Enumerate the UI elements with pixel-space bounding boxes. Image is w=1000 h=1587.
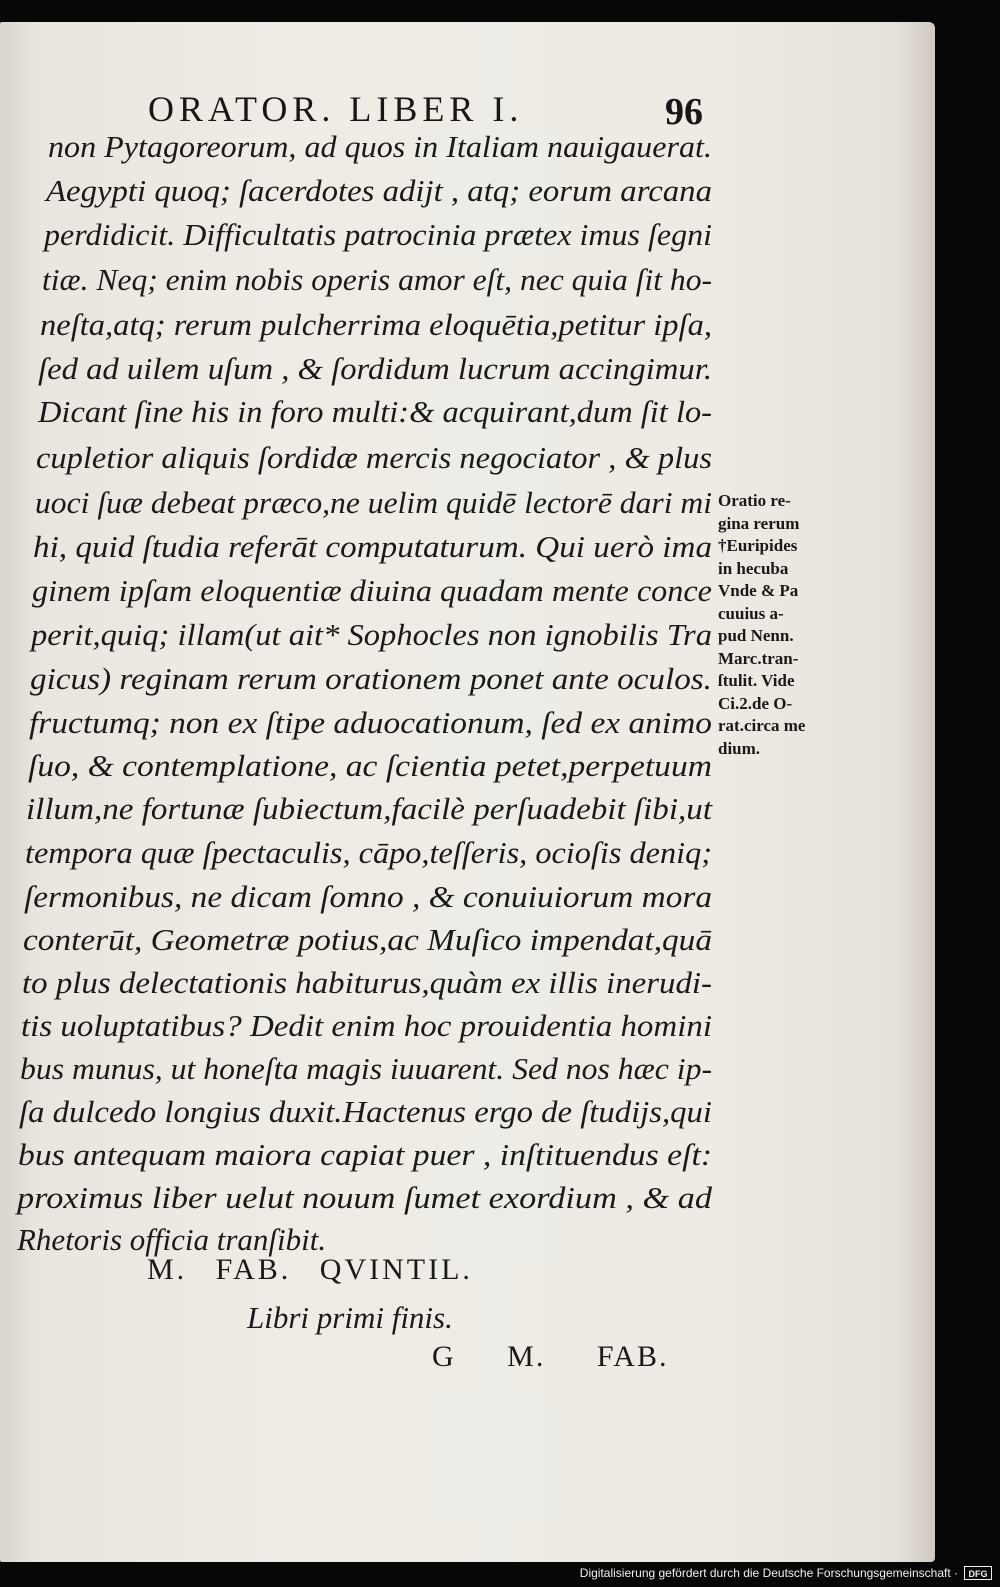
marginal-note-line: Vnde & Pa: [718, 581, 799, 600]
text-line: ſuo, & contemplatione, ac ſcientia petet,perpetuum: [28, 748, 712, 783]
marginal-note-line: gina rerum: [718, 513, 800, 533]
text-line: perdidicit. Difficultatis patrocinia prætex imus ſegni: [44, 217, 713, 252]
text-line: hi, quid ſtudia referāt computaturum. Qui uerò ima: [33, 529, 713, 564]
marginal-note-line: cuuius a-: [718, 603, 784, 623]
text-line: conterūt, Geometræ potius,ac Muſico impendat,quā: [23, 922, 712, 957]
text-line: perit,quiq; illam(ut ait* Sophocles non ignobilis Tra: [31, 617, 712, 652]
colophon-author: M. FAB. QVINTIL.: [147, 1253, 473, 1286]
text-line: neſta,atq; rerum pulcherrima eloquētia,petitur ipſa,: [40, 307, 713, 342]
marginal-note: [718, 490, 848, 760]
text-line: ſa dulcedo longius duxit.Hactenus ergo de ſtudijs,qui: [19, 1094, 712, 1129]
text-line: gicus) reginam rerum orationem ponet ante oculos.: [30, 661, 712, 696]
marginal-note-line: Ci.2.de O-: [718, 693, 793, 713]
marginal-note-line: Marc.tran-: [718, 648, 799, 668]
text-line: ſermonibus, ne dicam ſomno , & conuiuiorum mora: [24, 879, 713, 914]
text-line: tis uoluptatibus? Dedit enim hoc prouidentia homini: [21, 1008, 713, 1043]
text-line: uoci ſuæ debeat præco,ne uelim quidē lectorē dari mi: [35, 485, 713, 520]
text-line: ginem ipſam eloquentiæ diuina quadam mente conce: [32, 573, 712, 608]
running-head-title: ORATOR. LIBER I.: [148, 89, 524, 129]
text-line: to plus delectationis habiturus,quàm ex illis inerudi-: [22, 965, 713, 1000]
colophon-finis: Libri primi finis.: [247, 1300, 453, 1335]
text-line: illum,ne fortunæ ſubiectum,facilè perſuadebit ſibi,ut: [26, 791, 713, 826]
catchword: G M. FAB.: [432, 1340, 669, 1373]
text-line: tempora quæ ſpectaculis, cāpo,teſſeris, ocioſis deniq;: [25, 835, 713, 870]
marginal-note-line: in hecuba: [718, 558, 789, 578]
text-line: cupletior aliquis ſordidæ mercis negociator , & plus: [36, 440, 713, 475]
text-line: ſed ad uilem uſum , & ſordidum lucrum accingimur.: [38, 351, 713, 386]
text-line: bus antequam maiora capiat puer , inſtituendus eſt:: [18, 1137, 713, 1172]
marginal-note-line: †Euripides: [718, 536, 798, 555]
text-line: non Pytagoreorum, ad quos in Italiam nauigauerat.: [48, 129, 712, 164]
text-line: fructumq; non ex ſtipe aduocationum, ſed ex animo: [29, 705, 713, 740]
text-line: tiæ. Neq; enim nobis operis amor eſt, nec quia ſit ho-: [42, 262, 712, 297]
marginal-note-line: dium.: [718, 738, 761, 758]
text-line: Dicant ſine his in foro multi:& acquirant,dum ſit lo-: [38, 394, 712, 429]
marginal-note-line: Oratio re-: [718, 491, 791, 510]
marginal-note-line: rat.circa me: [718, 716, 806, 735]
marginal-note-line: ſtulit. Vide: [718, 671, 795, 690]
page-number: 96: [665, 91, 703, 133]
digitization-credit: Digitalisierung gefördert durch die Deutsche Forschungsgemeinschaft ·: [579, 1566, 958, 1580]
text-line: Rhetoris officia tranſibit.: [17, 1222, 327, 1257]
text-line: Aegypti quoq; ſacerdotes adijt , atq; eorum arcana: [46, 173, 712, 208]
text-line: proximus liber uelut nouum ſumet exordium , & ad: [17, 1180, 712, 1215]
marginal-note-line: pud Nenn.: [718, 626, 794, 645]
dfg-logo: DFG: [964, 1566, 992, 1580]
text-line: bus munus, ut honeſta magis iuuarent. Sed nos hæc ip-: [20, 1051, 713, 1086]
